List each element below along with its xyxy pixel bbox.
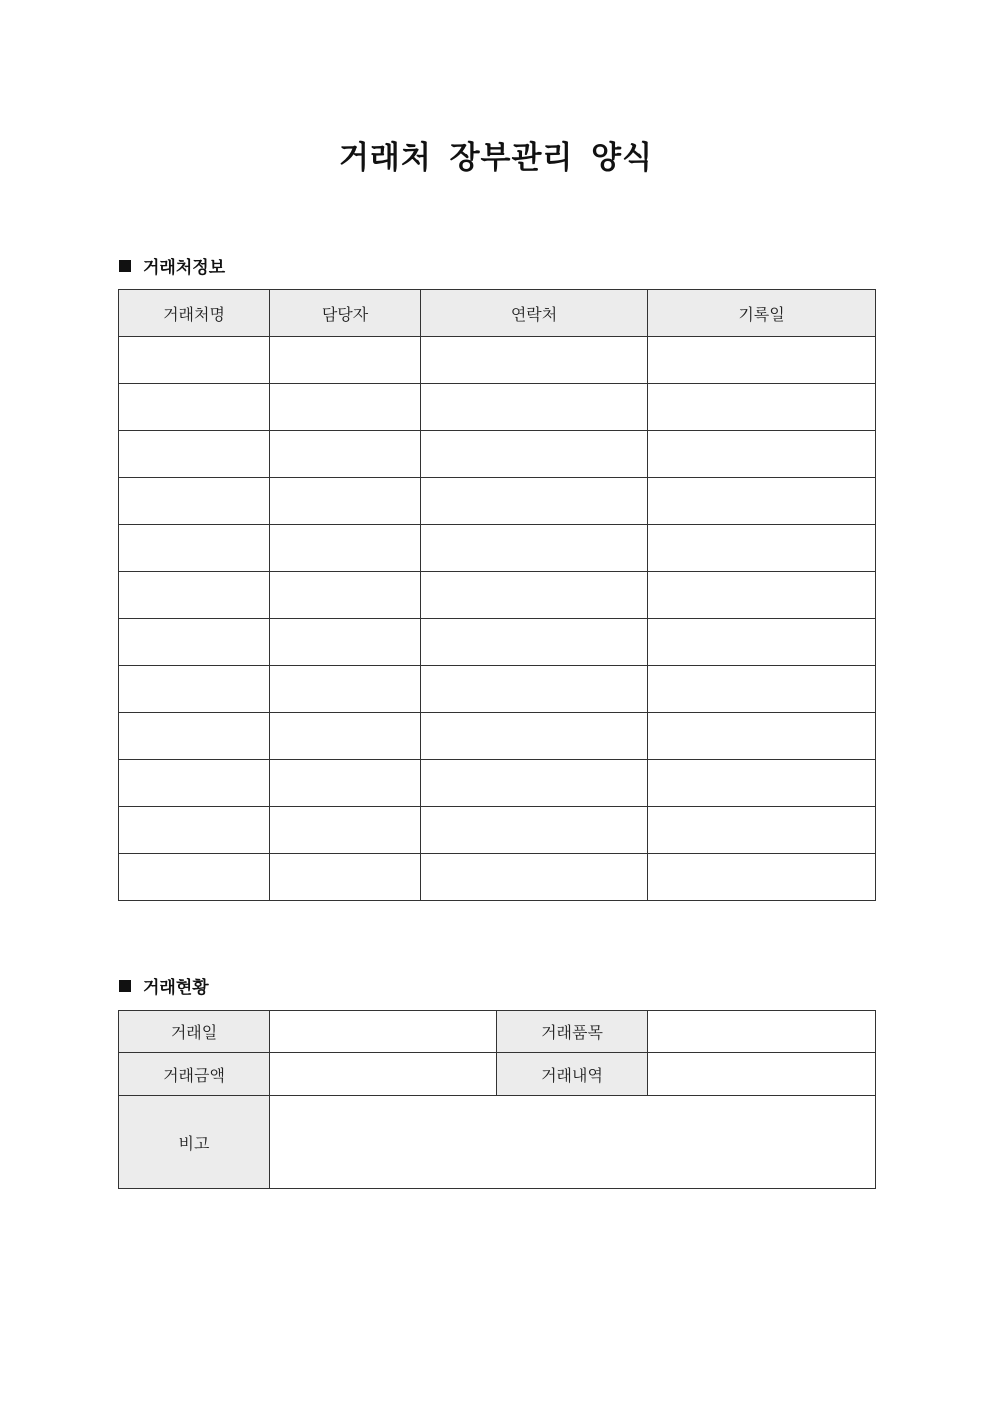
- phone-cell[interactable]: [421, 384, 648, 431]
- phone-cell[interactable]: [421, 525, 648, 572]
- transaction-amount-field[interactable]: [270, 1053, 497, 1096]
- transaction-status-heading-label: 거래현황: [143, 978, 209, 998]
- record-date-cell[interactable]: [648, 666, 876, 713]
- phone-cell[interactable]: [421, 572, 648, 619]
- contact-person-cell[interactable]: [270, 478, 421, 525]
- record-date-cell[interactable]: [648, 760, 876, 807]
- contact-person-cell[interactable]: [270, 854, 421, 901]
- table-row: [119, 666, 876, 713]
- client-name-cell[interactable]: [119, 760, 270, 807]
- client-name-cell[interactable]: [119, 713, 270, 760]
- phone-cell[interactable]: [421, 666, 648, 713]
- client-name-cell[interactable]: [119, 807, 270, 854]
- column-header-client-name: 거래처명: [119, 290, 270, 337]
- client-name-cell[interactable]: [119, 854, 270, 901]
- record-date-cell[interactable]: [648, 572, 876, 619]
- record-date-cell[interactable]: [648, 478, 876, 525]
- transaction-amount-label: 거래금액: [119, 1053, 270, 1096]
- client-info-header-row: [119, 290, 876, 337]
- contact-person-cell[interactable]: [270, 666, 421, 713]
- phone-cell[interactable]: [421, 337, 648, 384]
- square-bullet-icon: [119, 980, 131, 992]
- phone-cell[interactable]: [421, 478, 648, 525]
- phone-cell[interactable]: [421, 619, 648, 666]
- table-row: [119, 572, 876, 619]
- column-header-contact-person: 담당자: [270, 290, 421, 337]
- table-row: [119, 807, 876, 854]
- client-info-body: [119, 337, 876, 901]
- remarks-field[interactable]: [270, 1096, 876, 1189]
- client-name-cell[interactable]: [119, 337, 270, 384]
- phone-cell[interactable]: [421, 713, 648, 760]
- transaction-status-heading: [119, 973, 209, 998]
- table-row: [119, 431, 876, 478]
- record-date-cell[interactable]: [648, 713, 876, 760]
- client-info-heading-label: 거래처정보: [143, 258, 226, 278]
- client-name-cell[interactable]: [119, 384, 270, 431]
- transaction-date-label: 거래일: [119, 1011, 270, 1053]
- page-title: 거래처 장부관리 양식: [338, 140, 654, 176]
- client-info-heading: [119, 253, 225, 278]
- client-name-cell[interactable]: [119, 525, 270, 572]
- contact-person-cell[interactable]: [270, 807, 421, 854]
- column-header-phone: 연락처: [421, 290, 648, 337]
- table-row: [119, 478, 876, 525]
- table-row: [119, 760, 876, 807]
- transaction-item-label: 거래품목: [497, 1011, 648, 1053]
- contact-person-cell[interactable]: [270, 525, 421, 572]
- contact-person-cell[interactable]: [270, 384, 421, 431]
- record-date-cell[interactable]: [648, 384, 876, 431]
- phone-cell[interactable]: [421, 760, 648, 807]
- transaction-status-table: [118, 1010, 876, 1189]
- transaction-details-field[interactable]: [648, 1053, 876, 1096]
- transaction-details-label: 거래내역: [497, 1053, 648, 1096]
- table-row: [119, 854, 876, 901]
- record-date-cell[interactable]: [648, 337, 876, 384]
- phone-cell[interactable]: [421, 431, 648, 478]
- contact-person-cell[interactable]: [270, 619, 421, 666]
- transaction-item-field[interactable]: [648, 1011, 876, 1053]
- contact-person-cell[interactable]: [270, 431, 421, 478]
- client-name-cell[interactable]: [119, 572, 270, 619]
- contact-person-cell[interactable]: [270, 572, 421, 619]
- table-row: [119, 713, 876, 760]
- table-row: [119, 619, 876, 666]
- remarks-label: 비고: [119, 1096, 270, 1189]
- record-date-cell[interactable]: [648, 431, 876, 478]
- client-info-table: [118, 289, 876, 901]
- square-bullet-icon: [119, 260, 131, 272]
- column-header-record-date: 기록일: [648, 290, 876, 337]
- transaction-row: [119, 1096, 876, 1189]
- transaction-row: [119, 1053, 876, 1096]
- record-date-cell[interactable]: [648, 807, 876, 854]
- contact-person-cell[interactable]: [270, 713, 421, 760]
- contact-person-cell[interactable]: [270, 760, 421, 807]
- phone-cell[interactable]: [421, 854, 648, 901]
- table-row: [119, 384, 876, 431]
- phone-cell[interactable]: [421, 807, 648, 854]
- transaction-date-field[interactable]: [270, 1011, 497, 1053]
- table-row: [119, 525, 876, 572]
- client-name-cell[interactable]: [119, 478, 270, 525]
- client-name-cell[interactable]: [119, 619, 270, 666]
- record-date-cell[interactable]: [648, 619, 876, 666]
- contact-person-cell[interactable]: [270, 337, 421, 384]
- record-date-cell[interactable]: [648, 854, 876, 901]
- table-row: [119, 337, 876, 384]
- record-date-cell[interactable]: [648, 525, 876, 572]
- client-name-cell[interactable]: [119, 666, 270, 713]
- client-name-cell[interactable]: [119, 431, 270, 478]
- transaction-row: [119, 1011, 876, 1053]
